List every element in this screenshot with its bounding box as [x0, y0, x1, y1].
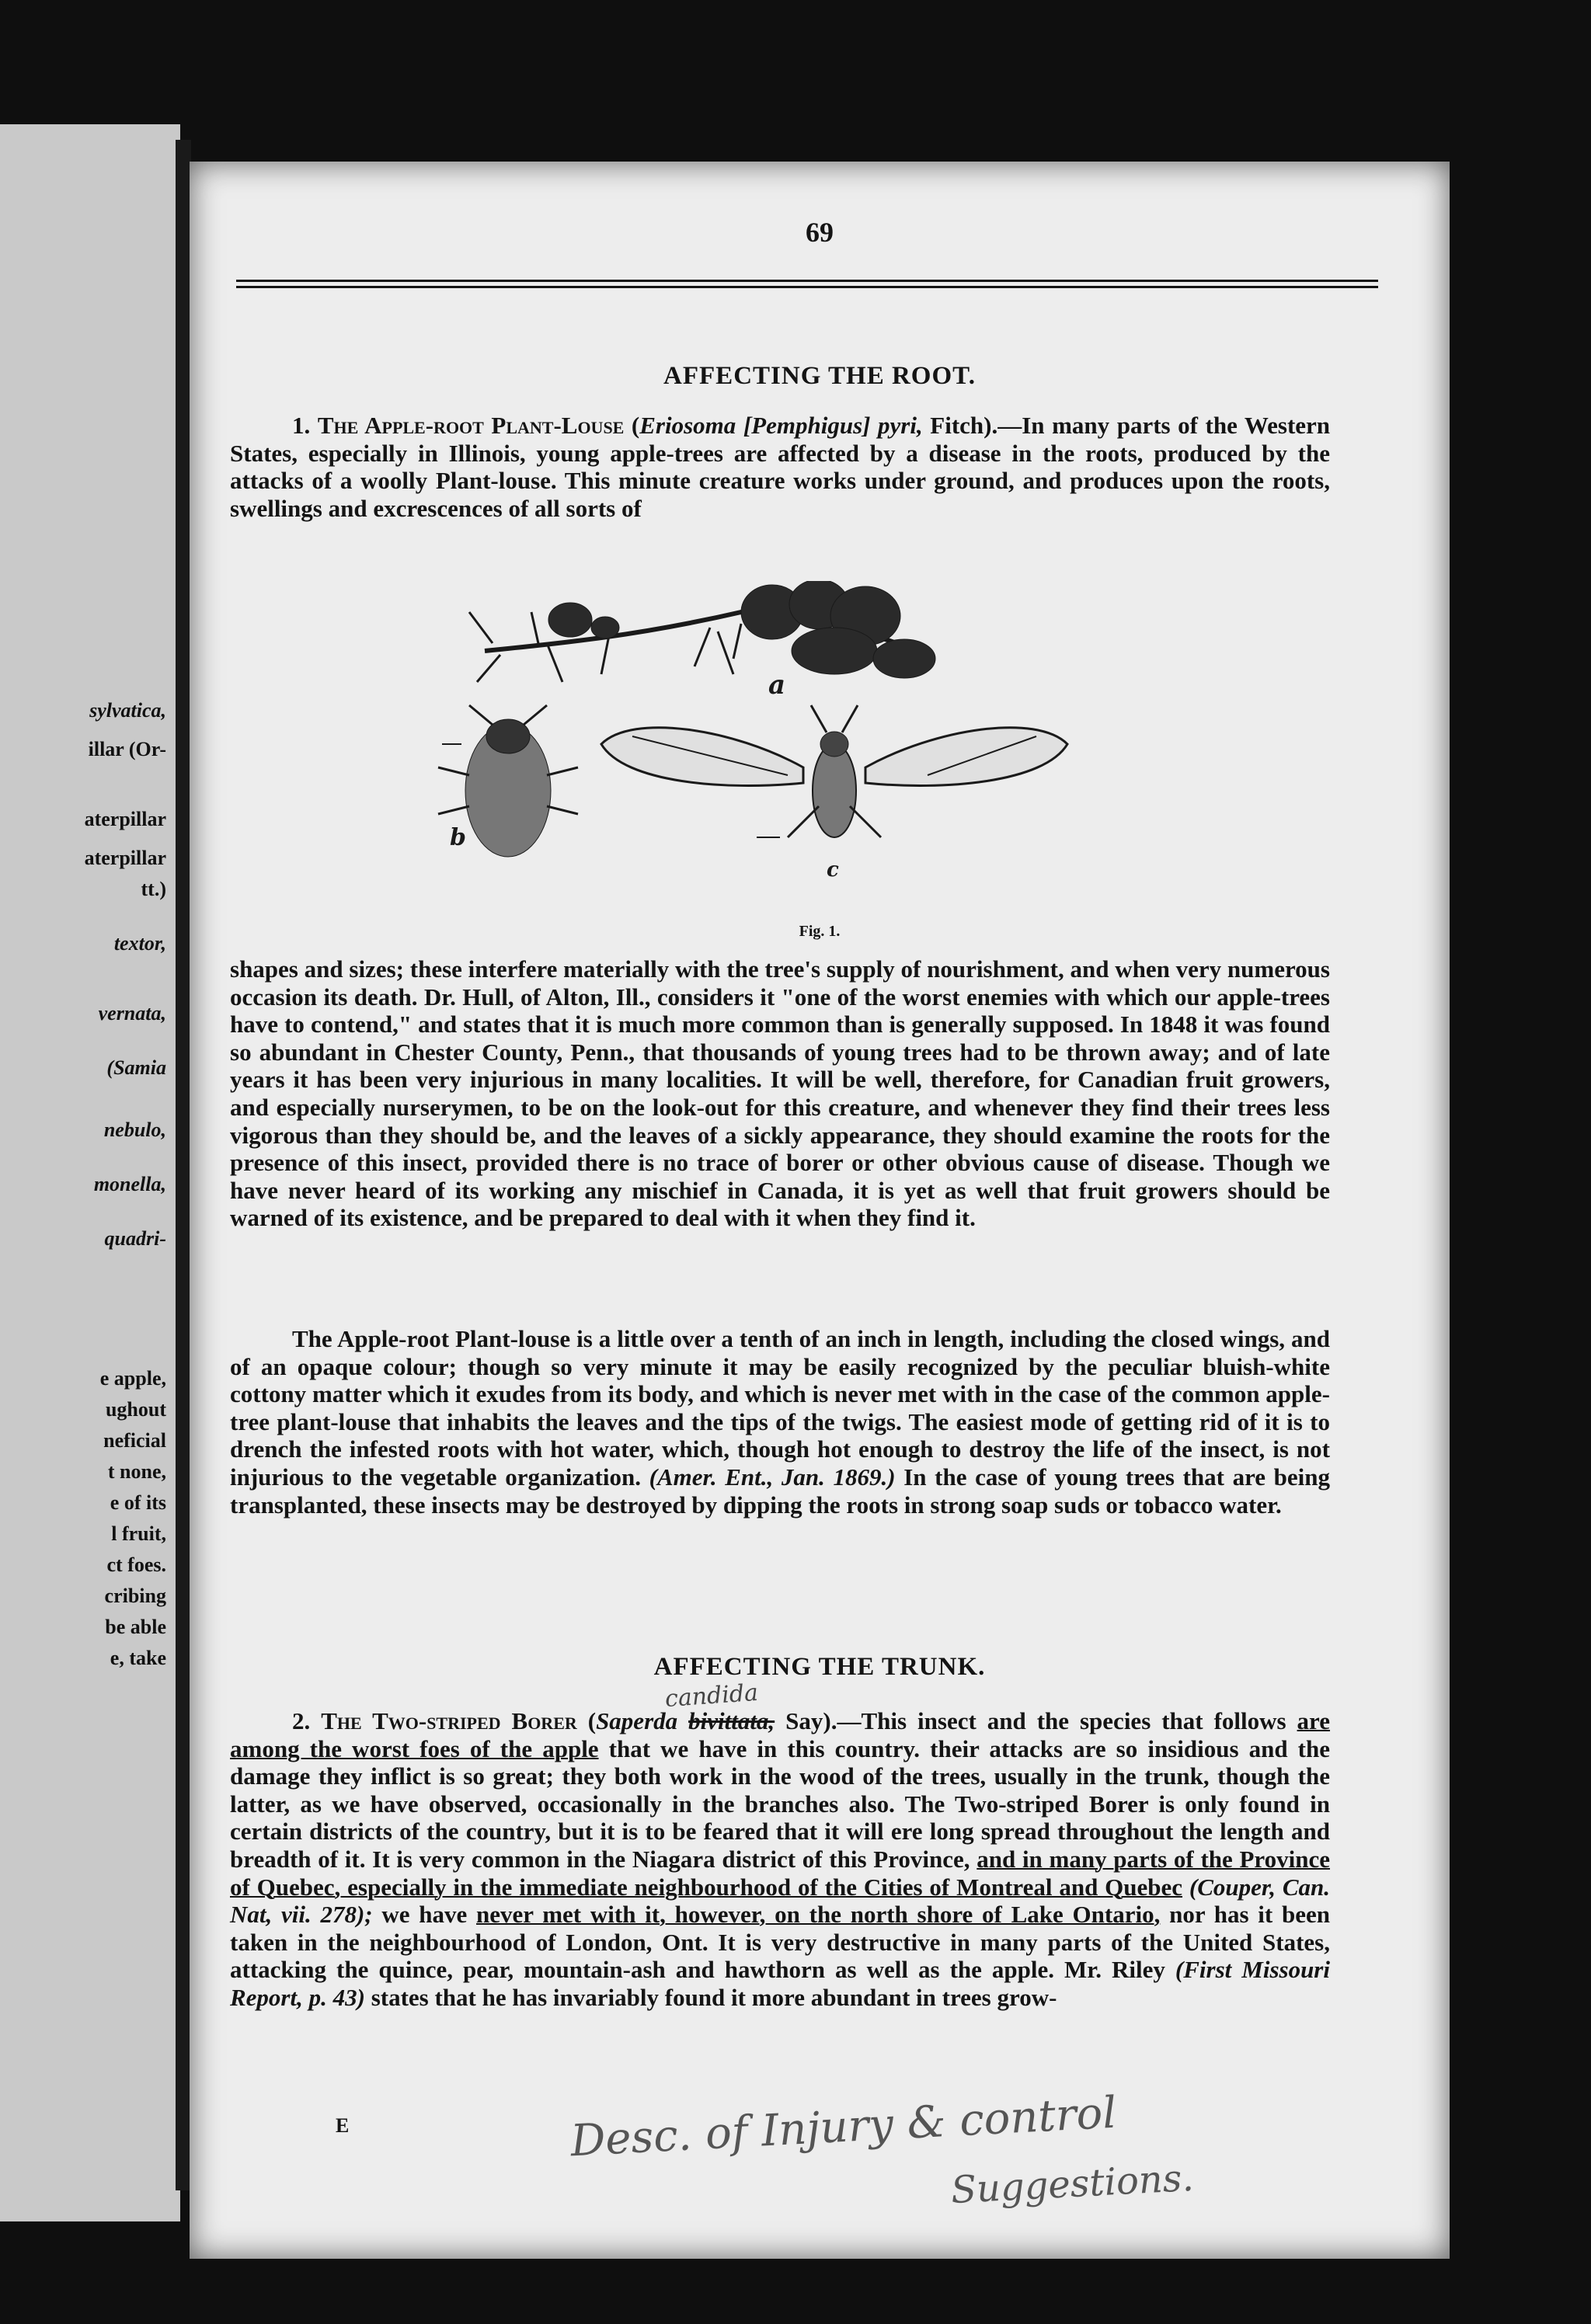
para3-citation: (Amer. Ent., Jan. 1869.) — [649, 1463, 896, 1491]
para4-text-b: that we have in this country. their attacks are so insidious and the damage they inflict is so great; they both work in the wood of the trees, usually in the trunk, though the latter, as we have observed, occasionally in the branches also. The Two-striped Borer is only found in certain districts of the country, but it is to be feared that it will ere long spread throughout the length and breadth of it. It is very common in the Niagara district of this Province, — [230, 1734, 1330, 1873]
left-page-line: t none, — [107, 1460, 166, 1483]
winged-louse-illustration — [601, 705, 1067, 837]
para4-title: The Two-striped Borer — [321, 1707, 577, 1734]
figure-1 — [368, 581, 1145, 969]
page-number: 69 — [806, 217, 834, 248]
left-page-line: l fruit, — [111, 1522, 166, 1545]
para4-citation-riley: (First Missouri Report, p. 43) — [230, 1956, 1330, 2011]
left-page-line: illar (Or- — [88, 738, 166, 760]
para4-genus: Saperda — [596, 1707, 678, 1734]
para4-paren-open: ( — [587, 1707, 597, 1734]
para4-text-d: nor has it been taken in the neighbourhood of London, Ont. It is very destructive in many parts of the United States, attacking the quince, pear, mountain-ash and hawthorn as well as the apple. Mr. Riley — [230, 1901, 1330, 1984]
para1-text: —In many parts of the Western States, especially in Illinois, young apple-trees are affected by a disease in the roots, produced by the attacks of a woolly Plant-louse. This minute creature works under ground, and produces upon the roots, swellings and excrescences of all sorts of — [230, 412, 1331, 522]
left-page-line: neficial — [103, 1429, 166, 1452]
para3-text-b: In the case of young trees that are being transplanted, these insects may be destroyed by dipping the roots in strong soap suds or tobacco water. — [230, 1463, 1331, 1519]
paragraph-plant-louse-description — [230, 1325, 1330, 1519]
left-page-line: ughout — [105, 1398, 166, 1421]
left-page-line: tt.) — [141, 878, 166, 900]
para1-number: 1. — [292, 412, 311, 439]
paragraph-two-striped-borer — [230, 1707, 1330, 2012]
apple-root-louse-illustration — [368, 581, 1145, 907]
para3-text-a: The Apple-root Plant-louse is a little over a tenth of an inch in length, including the closed wings, and of an opaque colour; though so very minute it may be easily recognized by the peculiar bluish-white cottony matter which it exudes from its body, and which is never met with in the case of the common apple-tree plant-louse that inhabits the leaves and the tips of the twigs. The easiest mode of getting rid of it is to drench the infested roots with hot water, which, though hot enough to destroy the life of the insect, is not injurious to the vegetable organization. — [230, 1325, 1330, 1491]
left-page-line: be able — [105, 1616, 166, 1638]
figure-label-b: b — [450, 824, 466, 851]
para4-author: Say — [785, 1707, 823, 1734]
header-rule-bottom — [236, 286, 1378, 288]
heading-affecting-trunk: AFFECTING THE TRUNK. — [653, 1653, 986, 1681]
left-page-line: nebulo, — [103, 1119, 166, 1141]
left-page-line: aterpillar — [84, 847, 166, 869]
header-rule-top — [236, 280, 1378, 282]
para4-number: 2. — [292, 1707, 311, 1734]
para4-text-a: —This insect and the species that follows — [837, 1707, 1297, 1734]
root-illustration — [469, 581, 935, 682]
left-page-line: quadri- — [104, 1227, 166, 1250]
handwritten-annotation-candida: candida — [663, 1679, 759, 1713]
left-page-line: aterpillar — [84, 808, 166, 830]
para4-underlined-lake-ontario: never met with it, however, on the north shore of Lake Ontario, — [476, 1901, 1161, 1929]
para4-paren-close: ). — [823, 1707, 837, 1734]
paragraph-shapes-and-sizes: shapes and sizes; these interfere materially with the tree's supply of nourishment, and when very numerous occasion its death. Dr. Hull, of Alton, Ill., considers it "one of the worst enemies with which our apple-trees have to contend," and states that it is much more common than is generally supposed. In 1848 it was found so abundant in Chester County, Penn., that thousands of young trees had to be thrown away; and of late years it has been very injurious in many localities. It will be well, therefore, for Canadian fruit growers, and especially nurserymen, to be on the look-out for this creature, and whenever they find their trees less vigorous than they should be, and the leaves of a sickly appearance, they should examine the roots for the presence of this insect, provided there is no trace of borer or other obvious cause of disease. Though we have never heard of its working any mischief in Canada, it is yet as well that fruit growers should be warned of its existence, and be prepared to deal with it when they find it. — [230, 955, 1330, 1232]
figure-caption: Fig. 1. — [799, 923, 841, 940]
left-facing-page — [0, 124, 180, 2221]
left-page-line: e apple, — [99, 1367, 166, 1390]
book-gutter — [176, 140, 191, 2190]
paragraph-apple-root-plant-louse — [230, 412, 1330, 522]
heading-affecting-root: AFFECTING THE ROOT. — [663, 362, 976, 390]
para1-title: The Apple-root Plant-Louse — [317, 412, 625, 439]
para1-paren-open: ( — [631, 412, 640, 439]
left-page-line: e, take — [110, 1647, 166, 1669]
handwritten-note-description: Desc. of Injury & control — [569, 2087, 1118, 2167]
left-page-line: (Samia — [106, 1056, 166, 1079]
para1-species: pyri, — [878, 412, 923, 439]
figure-label-a: a — [768, 670, 786, 701]
para4-text-c: we have — [372, 1901, 477, 1929]
left-page-line: cribing — [104, 1585, 166, 1607]
para4-underlined-worst-foes: are among the worst foes of the apple — [230, 1707, 1331, 1762]
left-page-line: sylvatica, — [89, 699, 166, 722]
para1-author: Fitch — [930, 412, 984, 439]
left-page-line: monella, — [93, 1173, 166, 1195]
left-page-line: vernata, — [98, 1002, 166, 1025]
document-page — [190, 162, 1450, 2259]
left-page-line: e of its — [110, 1491, 166, 1514]
para1-paren-close: ). — [983, 412, 998, 439]
para4-species: bivittata, — [688, 1707, 775, 1734]
para4-text-e: states that he has invariably found it more abundant in trees grow- — [364, 1983, 1057, 2011]
signature-mark: E — [336, 2114, 350, 2137]
para1-genus: Eriosoma — [639, 412, 736, 439]
handwritten-note-suggestions: Suggestions. — [949, 2155, 1195, 2213]
para1-subgenus: [Pemphigus] — [743, 412, 871, 439]
para4-underlined-quebec: and in many parts of the Province of Quebec, especially in the immediate neighbourhood of the Cities of Montreal and Quebec — [230, 1845, 1330, 1901]
left-page-line: textor, — [113, 932, 166, 955]
para4-citation-couper: (Couper, Can. Nat, vii. 278); — [230, 1873, 1330, 1929]
figure-label-c: c — [827, 858, 839, 882]
left-page-line: ct foes. — [106, 1553, 166, 1576]
